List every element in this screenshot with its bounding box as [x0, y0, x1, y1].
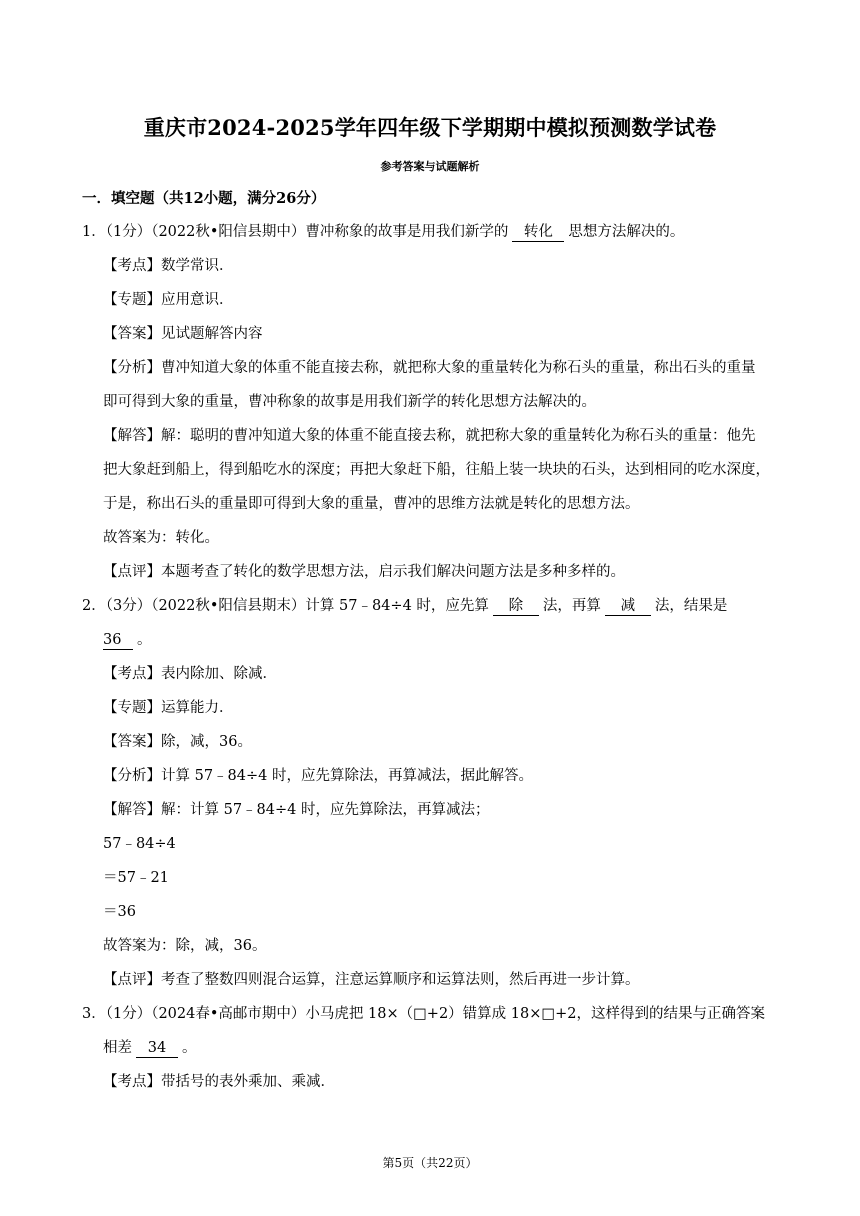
question-1-jieda-line-1: 【解答】解：聪明的曹冲知道大象的体重不能直接去称，就把称大象的重量转化为称石头的重量：他先	[103, 428, 756, 444]
question-2-stem-line-2	[103, 630, 152, 650]
question-2-suffix: 。	[137, 632, 152, 648]
question-2-mid-2: 法，结果是	[654, 598, 728, 614]
page-subtitle: 参考答案与试题解析	[380, 160, 480, 173]
question-1-fenxi-line-2: 即可得到大象的重量，曹冲称象的故事是用我们新学的转化思想方法解决的。	[103, 394, 596, 410]
question-1-zhuanti: 【专题】应用意识．	[103, 292, 234, 308]
question-2-answer-blank-2: 减	[605, 597, 651, 616]
question-3-stem: 3．（1分）（2024春•高邮市期中）小马虎把 18×（□+2）错算成 18×□+2，这样得到的结果与正确答案	[82, 1006, 765, 1022]
question-1-jieda-line-2: 把大象赶到船上，得到船吃水的深度；再把大象赶下船，往船上装一块块的石头，达到相同的吃水深度，	[103, 462, 770, 478]
page-footer: 第5页（共22页）	[382, 1156, 478, 1170]
question-2-dianping: 【点评】考查了整数四则混合运算，注意运算顺序和运算法则，然后再进一步计算。	[103, 972, 640, 988]
section-heading: 一．填空题（共12小题，满分26分）	[82, 190, 326, 207]
question-1-daan: 【答案】见试题解答内容	[103, 326, 263, 342]
question-1-jieda-line-3: 于是，称出石头的重量即可得到大象的重量，曹冲的思维方法就是转化的思想方法。	[103, 496, 640, 512]
question-1-answer-blank: 转化	[512, 223, 564, 242]
question-1-kaodian: 【考点】数学常识．	[103, 258, 234, 274]
question-2-calc-line-3: ＝36	[103, 904, 136, 920]
question-3-line2-prefix: 相差	[103, 1040, 132, 1056]
question-2-answer-blank-3: 36	[103, 631, 133, 650]
question-2-mid-1: 法，再算	[542, 598, 601, 614]
question-2-daan: 【答案】除，减，36。	[103, 734, 252, 750]
question-2-answer: 故答案为：除，减，36。	[103, 938, 267, 954]
question-2-answer-blank-1: 除	[493, 597, 539, 616]
question-1-stem	[82, 222, 684, 242]
question-1-suffix: 思想方法解决的。	[568, 224, 685, 240]
question-2-calc-line-1: 57﹣84÷4	[103, 836, 176, 852]
question-2-calc-line-2: ＝57﹣21	[103, 870, 169, 886]
question-2-zhuanti: 【专题】运算能力．	[103, 700, 234, 716]
question-1-dianping: 【点评】本题考查了转化的数学思想方法，启示我们解决问题方法是多种多样的。	[103, 564, 625, 580]
question-2-fenxi: 【分析】计算 57﹣84÷4 时，应先算除法，再算减法，据此解答。	[103, 768, 533, 784]
question-3-suffix: 。	[182, 1040, 197, 1056]
question-2-kaodian: 【考点】表内除加、除减．	[103, 666, 277, 682]
question-2-jieda: 【解答】解：计算 57﹣84÷4 时，应先算除法，再算减法；	[103, 802, 490, 818]
page-title: 重庆市2024-2025学年四年级下学期期中模拟预测数学试卷	[143, 115, 717, 140]
question-3-kaodian: 【考点】带括号的表外乘加、乘减．	[103, 1074, 335, 1090]
question-1-prefix: 1．（1分）（2022秋•阳信县期中）曹冲称象的故事是用我们新学的	[82, 224, 509, 240]
question-2-stem	[82, 596, 727, 616]
question-3-answer-blank: 34	[136, 1039, 178, 1058]
question-3-stem-line-2	[103, 1038, 197, 1058]
question-1-answer: 故答案为：转化。	[103, 530, 219, 546]
question-1-fenxi-line-1: 【分析】曹冲知道大象的体重不能直接去称，就把称大象的重量转化为称石头的重量，称出石头的重量	[103, 360, 756, 376]
question-2-prefix: 2．（3分）（2022秋•阳信县期末）计算 57﹣84÷4 时，应先算	[82, 598, 489, 614]
